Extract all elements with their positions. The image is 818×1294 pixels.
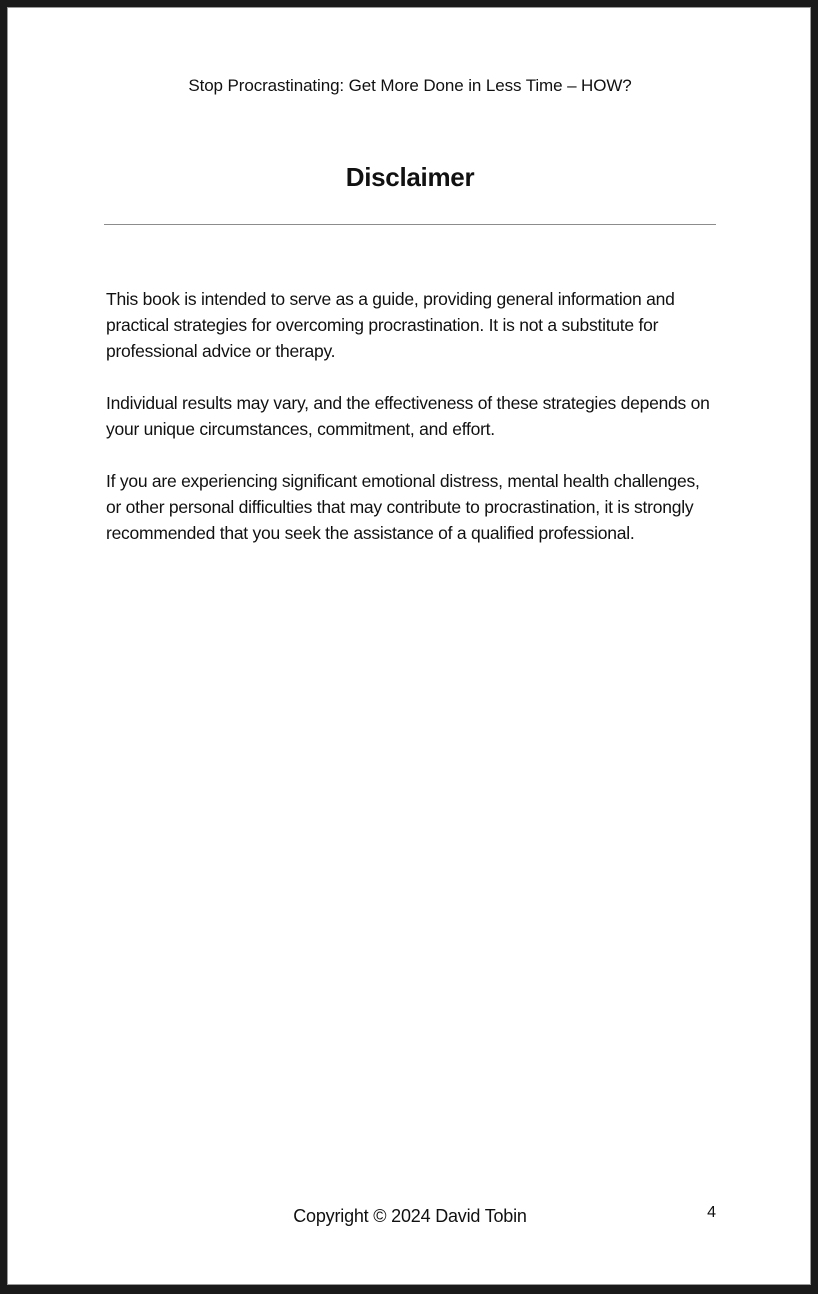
page-number: 4 xyxy=(707,1204,716,1221)
disclaimer-body xyxy=(106,286,716,572)
page-title: Disclaimer xyxy=(345,162,475,192)
title-divider xyxy=(104,224,716,225)
paragraph: This book is intended to serve as a guide, providing general information and practical strategies for overcoming procrastination. It is not a substitute for professional advice or therapy. xyxy=(106,289,675,361)
paragraph: Individual results may vary, and the effectiveness of these strategies depends on your unique circumstances, commitment, and effort. xyxy=(106,393,710,439)
document-page xyxy=(7,7,811,1285)
page-footer xyxy=(8,1206,812,1232)
paragraph: If you are experiencing significant emotional distress, mental health challenges, or other personal difficulties that may contribute to procrastination, it is strongly recommended that you seek the assistance of a qualified professional. xyxy=(106,471,700,543)
running-header: Stop Procrastinating: Get More Done in Less Time – HOW? xyxy=(188,76,632,95)
copyright-notice: Copyright © 2024 David Tobin xyxy=(293,1206,527,1226)
